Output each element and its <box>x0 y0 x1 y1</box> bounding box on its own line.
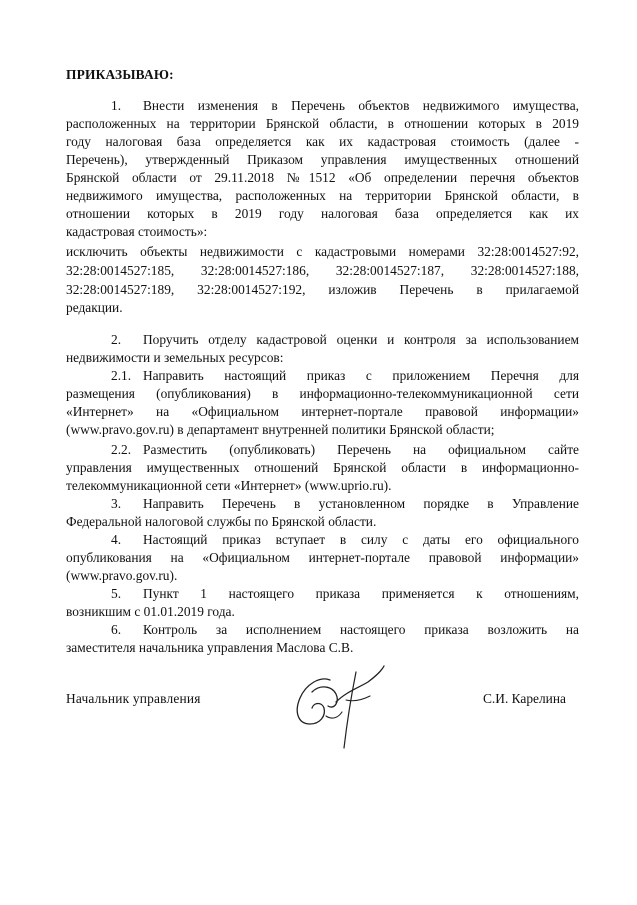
item-4-line: опубликования на «Официальном интернет-портале правовой информации» <box>66 550 579 565</box>
item-2-1-number: 2.1. <box>111 368 132 383</box>
item-1-line: недвижимого имущества, расположенных на территории Брянской области, в <box>66 188 579 203</box>
item-2-1-line: (www.pravo.gov.ru) в департамент внутренней политики Брянской области; <box>66 422 495 437</box>
signatory-position: Начальник управления <box>66 691 201 706</box>
item-6-number: 6. <box>111 622 122 637</box>
item-4-line: (www.pravo.gov.ru). <box>66 568 178 583</box>
heading: ПРИКАЗЫВАЮ: <box>66 67 174 82</box>
exclude-line: 32:28:0014527:185, 32:28:0014527:186, 32:28:0014527:187, 32:28:0014527:188, <box>66 263 579 278</box>
item-3-number: 3. <box>111 496 122 511</box>
item-2-2-number: 2.2. <box>111 442 132 457</box>
item-2-line: недвижимости и земельных ресурсов: <box>66 350 284 365</box>
item-5-line: Пункт 1 настоящего приказа применяется к отношениям, <box>143 586 579 601</box>
item-2-line: Поручить отделу кадастровой оценки и контроля за использованием <box>143 332 579 347</box>
item-2-1-line: Направить настоящий приказ с приложением Перечня для <box>143 368 579 383</box>
item-2-2-line: Разместить (опубликовать) Перечень на официальном сайте <box>143 442 579 457</box>
item-6-line: Контроль за исполнением настоящего приказа возложить на <box>143 622 579 637</box>
item-1-line: Брянской области от 29.11.2018 №1512 «Об определении перечня объектов <box>66 170 579 185</box>
item-1-line: расположенных на территории Брянской области, в отношении которых в 2019 <box>66 116 579 131</box>
item-6-line: заместителя начальника управления Маслова С.В. <box>66 640 354 655</box>
item-3-line: Федеральной налоговой службы по Брянской области. <box>66 514 377 529</box>
item-5-line: возникшим с 01.01.2019 года. <box>66 604 235 619</box>
item-4-line: Настоящий приказ вступает в силу с даты его официального <box>143 532 579 547</box>
item-2-2-line: управления имущественных отношений Брянской области в информационно- <box>66 460 579 475</box>
item-2-1-line: размещения (опубликования) в информационно-телекоммуникационной сети <box>66 386 579 401</box>
item-1-line: кадастровая стоимость»: <box>66 224 208 239</box>
item-2-2-line: телекоммуникационной сети «Интернет» (www.uprio.ru). <box>66 478 392 493</box>
item-1-line: Перечень), утвержденный Приказом управления имущественных отношений <box>66 152 579 167</box>
item-1-line: отношении которых в 2019 году налоговая база определяется как их <box>66 206 579 221</box>
exclude-line: исключить объекты недвижимости с кадастровыми номерами 32:28:0014527:92, <box>66 244 579 259</box>
signatory-name: С.И. Карелина <box>483 691 566 706</box>
item-1-number: 1. <box>111 98 122 113</box>
signature-icon <box>286 662 390 750</box>
item-1-line: Внести изменения в Перечень объектов недвижимого имущества, <box>143 98 579 113</box>
item-3-line: Направить Перечень в установленном порядке в Управление <box>143 496 579 511</box>
exclude-line: редакции. <box>66 300 123 315</box>
exclude-line: 32:28:0014527:189, 32:28:0014527:192, изложив Перечень в прилагаемой <box>66 282 579 297</box>
item-5-number: 5. <box>111 586 122 601</box>
item-2-number: 2. <box>111 332 122 347</box>
item-4-number: 4. <box>111 532 122 547</box>
item-1-line: году налоговая база определяется как их кадастровая стоимость (далее - <box>66 134 579 149</box>
item-2-1-line: «Интернет» на «Официальном интернет-портале правовой информации» <box>66 404 579 419</box>
